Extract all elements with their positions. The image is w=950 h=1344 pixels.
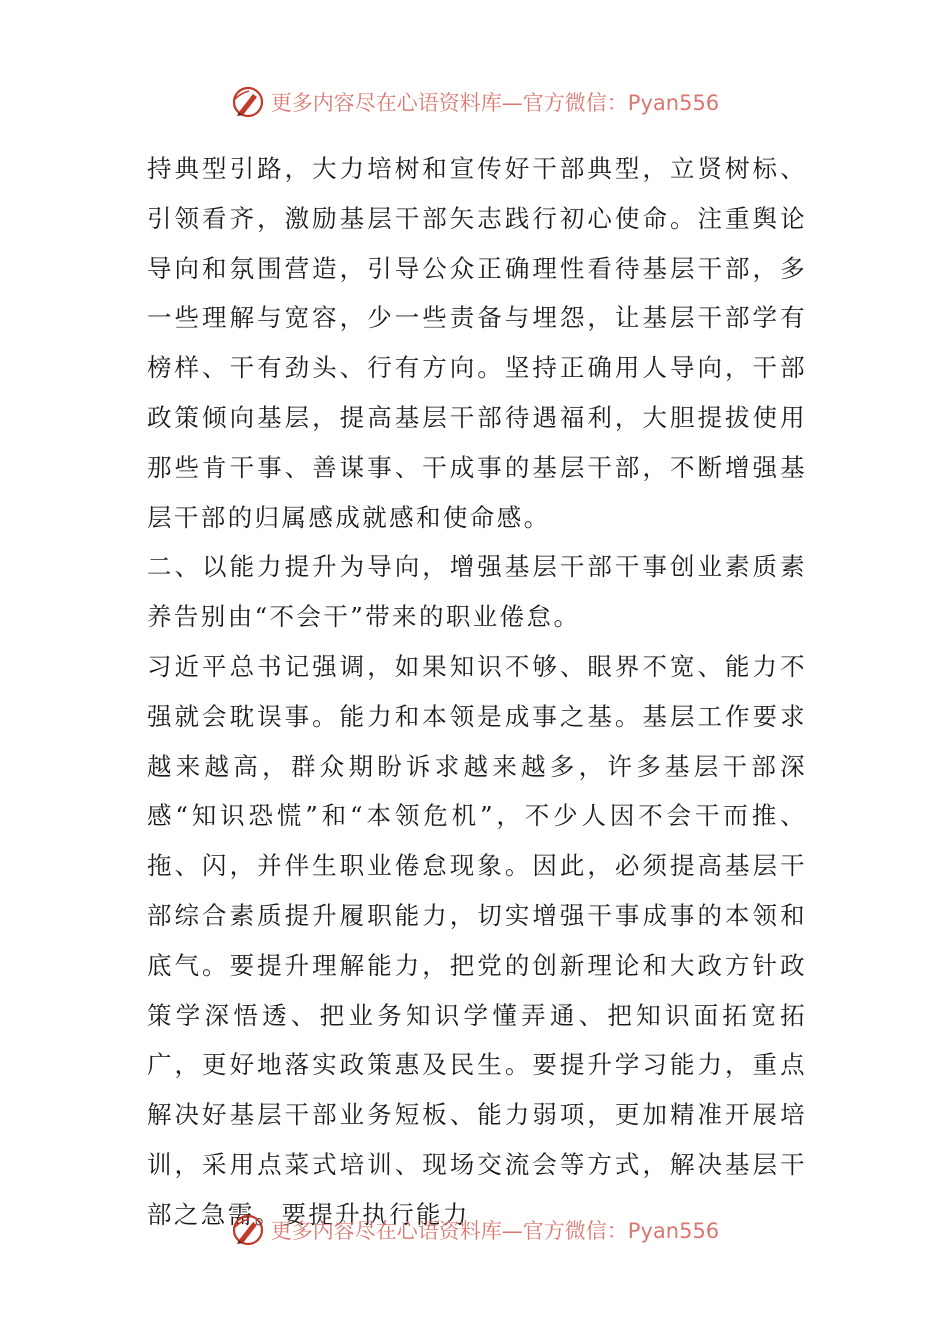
- document-body: [147, 144, 807, 1240]
- footer-watermark-text: 更多内容尽在心语资料库—官方微信：Pyan556: [270, 1219, 720, 1243]
- header-watermark-banner: [0, 82, 950, 122]
- footer-watermark-banner: [0, 1210, 950, 1250]
- paragraph-1: 持典型引路，大力培树和宣传好干部典型，立贤树标、引领看齐，激励基层干部矢志践行初心使命。注重舆论导向和氛围营造，引导公众正确理性看待基层干部，多一些理解与宽容，少一些责备与埋怨，让基层干部学有榜样、干有劲头、行有方向。坚持正确用人导向，干部政策倾向基层，提高基层干部待遇福利，大胆提拔使用那些肯干事、善谋事、干成事的基层干部，不断增强基层干部的归属感成就感和使命感。: [147, 154, 807, 532]
- section-heading-2: 二、以能力提升为导向，增强基层干部干事创业素质素养告别由“不会干”带来的职业倦怠。: [147, 552, 807, 632]
- pen-logo-icon: [231, 1213, 265, 1247]
- header-watermark-text: 更多内容尽在心语资料库—官方微信：Pyan556: [270, 91, 720, 115]
- paragraph-3: 习近平总书记强调，如果知识不够、眼界不宽、能力不强就会耽误事。能力和本领是成事之基。基层工作要求越来越高，群众期盼诉求越来越多，许多基层干部深感“知识恐慌”和“本领危机”，不少人因不会干而推、拖、闪，并伴生职业倦怠现象。因此，必须提高基层干部综合素质提升履职能力，切实增强干事成事的本领和底气。要提升理解能力，把党的创新理论和大政方针政策学深悟透、把业务知识学懂弄通、把知识面拓宽拓广，更好地落实政策惠及民生。要提升学习能力，重点解决好基层干部业务短板、能力弱项，更加精准开展培训，采用点菜式培训、现场交流会等方式，解决基层干部之急需。要提升执行能力: [147, 651, 807, 1229]
- pen-logo-icon: [231, 85, 265, 119]
